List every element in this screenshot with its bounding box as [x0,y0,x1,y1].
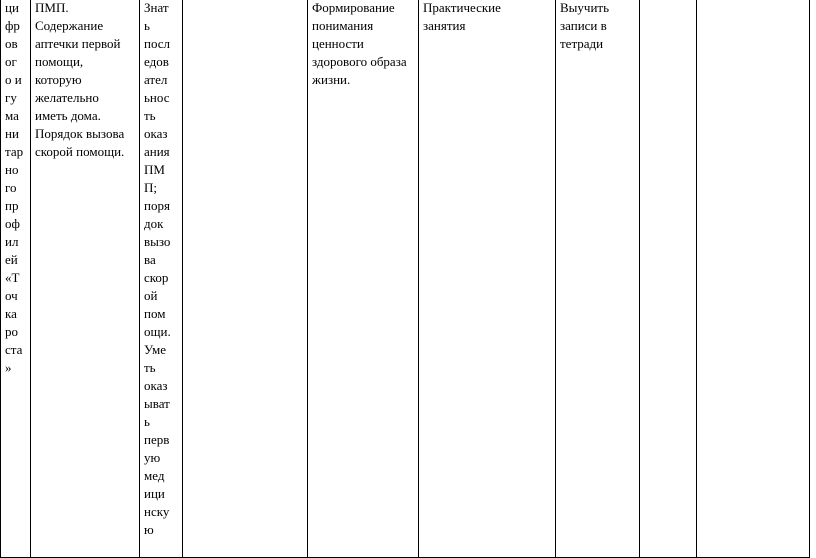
table-cell-knowledge-skills [140,0,183,558]
table-cell-topic [31,0,140,558]
table-cell-personal-results [308,0,419,558]
cell-text: Практические занятия [423,0,501,33]
table-cell-section [1,0,31,558]
table-row [1,0,810,558]
table-cell-empty [183,0,308,558]
cell-text: Формирование понимания ценности здорового образа жизни. [312,0,407,87]
table-cell-lesson-type [419,0,556,558]
cell-text: ПМП. Содержание аптечки первой помощи, которую желательно иметь дома. Порядок вызова скорой помощи. [35,0,125,159]
table-cell-homework [556,0,640,558]
cell-text: Знат ь посл едов ател ьнос ть оказ ания ПМ П; поря док вызо ва скор ой пом ощи. Уме ть оказ ыват ь перв ую мед ици нску ю [144,0,171,537]
table-cell-empty [640,0,697,558]
cell-text: Выучить записи в тетради [560,0,610,51]
table-cell-empty [697,0,810,558]
cell-text: ци фр ов ог о и гу ма ни тар но го пр оф ил ей «Т оч ка ро ста » [5,0,24,375]
